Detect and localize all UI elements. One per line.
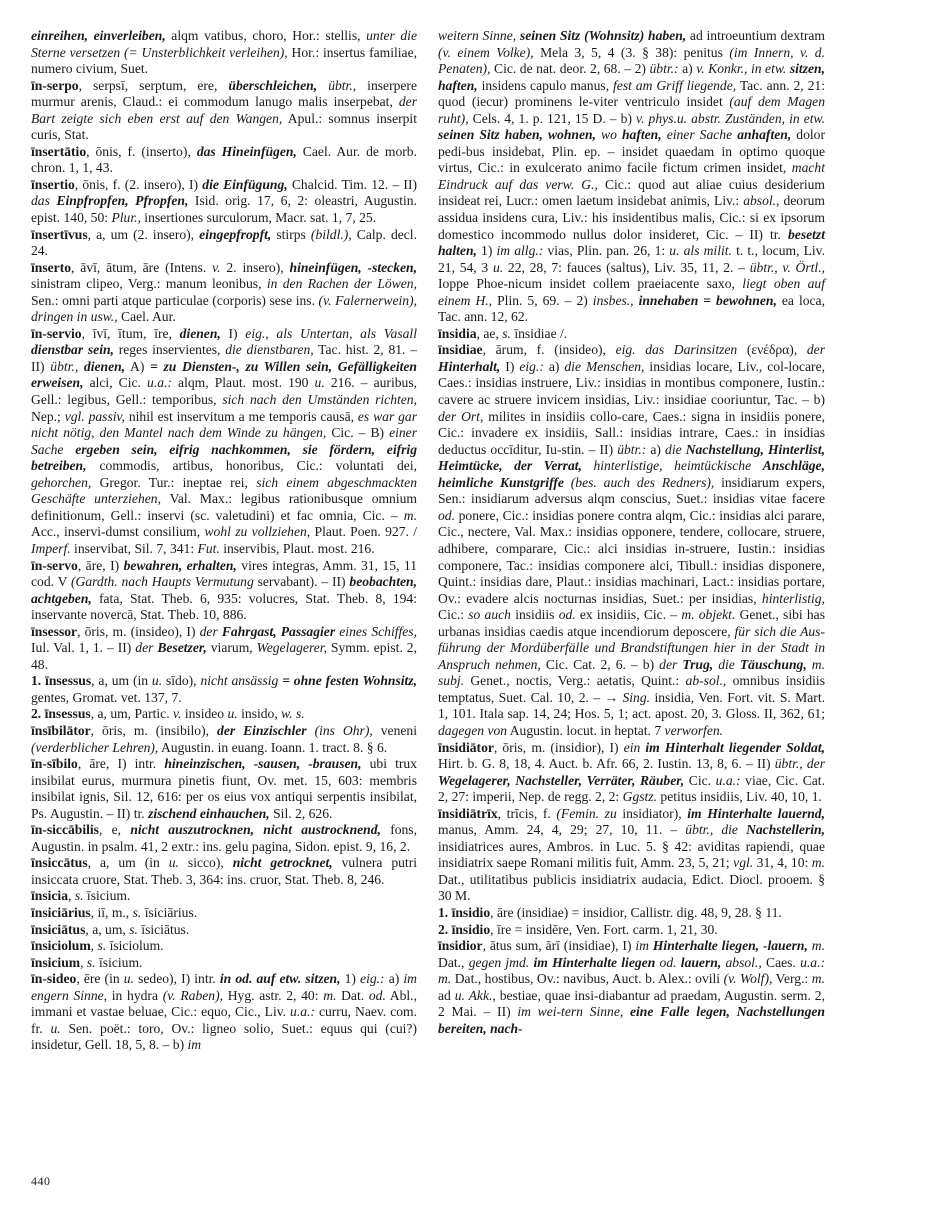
dictionary-entry: īn-servio, īvī, ītum, īre, dienen, I) eig., als Untertan, als Vasall dienstbar sein, reges inservientes, die dienstbaren, Tac. hist. 2, 81. – II) übtr., dienen, A) = zu Diensten-, zu Willen sein, Gefälligkeiten erweisen, alci, Cic. u.a.: alqm, Plaut. most. 190 u. 216. – auribus, Gell.: legibus, Gell.: temporibus, sich nach den Umständen richten, Nep.; vgl. passiv, nihil est inservitum a me temporis causā, es war gar nicht nötig, den Mantel nach dem Winde zu hängen, Cic. – B) einer Sache ergeben sein, eifrig nachkommen, sie fördern, eifrig betreiben, commodis, artibus, honoribus, Cic.: voluntati dei, gehorchen, Gregor. Tur.: ineptae rei, sich einem abgeschmackten Geschäfte unterziehen, Val. Max.: legibus rationibusque omnium definitionum, Gell.: inservi (sc. valetudini) et fac omnia, Cic. – m. Acc., inservi-dumst consilium, wohl zu vollziehen, Plaut. Poen. 927. / Imperf. inservibat, Sil. 7, 341: Fut. inservibis, Plaut. most. 216. [31,325,418,556]
dictionary-entry: īnsībilātor, ōris, m. (insibilo), der Einzischler (ins Ohr), veneni (verderblicher Lehren), Augustin. in euang. Ioann. 1. tract. 8. § 6. [31,722,417,755]
page-number: 440 [31,1174,51,1188]
dictionary-entry: weitern Sinne, seinen Sitz (Wohnsitz) haben, ad introeuntium dextram (v. einem Volke), Mela 3, 5, 4 (3. § 38): penitus (im Innern, v. d. Penaten), Cic. de nat. deor. 2, 68. – 2) übtr.: a) v. Konkr., in etw. sitzen, haften, insidens capulo manus, fest am Griff liegende, Tac. ann. 2, 21: quod (iecur) prominens le-viter ventriculo insidet (auf dem Magen ruht), Cels. 4, 1. p. 121, 15 D. – b) v. phys.u. abstr. Zuständen, in etw. seinen Sitz haben, wohnen, wo haften, einer Sache anhaften, dolor pedi-bus insidebat, Plin. ep. – insidet quaedam in optimo quoque virtus, Cic.: in exulcerato animo facile fictum crimen insidet, macht Eindruck auf das verw. G., Cic.: quod aut aliae cuius desiderium insideat rei, Lucr.: omen laetum insidebat animis, Liv.: absol., deorum assidua insidens cura, Liv.: his insidentibus malis, Cic.: si ex ipsorum domestico incommodo nullus dolor insideret, Cic. – II) tr. besetzt halten, 1) im allg.: vias, Plin. pan. 26, 1: u. als milit. t. t., locum, Liv. 21, 54, 3 u. 22, 28, 7: fauces (saltus), Liv. 35, 11, 2. – übtr., v. Örtl., Ioppe Phoe-nicum insidet collem praeiacente saxo, liegt oben auf einem H., Plin. 5, 69. – 2) insbes., innehaben = bewohnen, ea loca, Tac. ann. 12, 62. [438,28,826,325]
dictionary-entry: 1. īnsidio, āre (insidiae) = insidior, Callistr. dig. 48, 9, 28. § 11. [438,904,782,920]
dictionary-entry: 2. īnsidio, īre = insidēre, Ven. Fort. carm. 1, 21, 30. [438,921,718,937]
dictionary-entry: īn-sideo, ēre (in u. sedeo), I) intr. in od. auf etw. sitzen, 1) eig.: a) im engern Sinne, in hydra (v. Raben), Hyg. astr. 2, 40: m. Dat. od. Abl., immani et vastae beluae, Cic.: equo, Cic., Liv. u.a.: curru, Naev. com. fr. u. Sen. poët.: toro, Ov.: ligneo solio, Suet.: equus qui (cui?) insidetur, Gell. 18, 5, 8. – b) im [31,971,417,1053]
dictionary-entry: īnsiciātus, a, um, s. īsiciātus. [31,921,190,937]
dictionary-entry: īnsicia, s. īsicium. [31,888,131,904]
dictionary-entry: īnsertio, ōnis, f. (2. insero), I) die Einfügung, Chalcid. Tim. 12. – II) das Einpfropfen, Pfropfen, Isid. orig. 17, 6, 2: oleastri, Augustin. epist. 140, 50: Plur., insertiones surculorum, Macr. sat. 1, 7, 25. [31,176,418,226]
dictionary-entry: īnsidia, ae, s. īnsidiae /. [438,325,568,341]
dictionary-entry: 1. īnsessus, a, um (in u. sīdo), nicht ansässig = ohne festen Wohnsitz, gentes, Gromat. vet. 137, 7. [31,673,417,705]
left-column [31,28,417,1054]
dictionary-entry: īn-servo, āre, I) bewahren, erhalten, vires integras, Amm. 31, 15, 11 cod. V (Gardth. nach Haupts Vermutung servabant). – II) beobachten, achtgeben, fata, Stat. Theb. 6, 935: volucres, Stat. Theb. 8, 194: inservante novercā, Stat. Theb. 10, 886. [31,557,418,623]
dictionary-entry: īn-serpo, serpsī, serptum, ere, überschleichen, übtr., inserpere murmur arenis, Claud.: ei commodum lanugo malis inserpebat, der Bart zeigte sich eben erst auf den Wangen, Apul.: somnus inserpit curis, Stat. [31,77,417,143]
dictionary-entry: īnsiciārius, iī, m., s. īsiciārius. [31,904,198,920]
dictionary-entry: īnsidior, ātus sum, ārī (insidiae), I) im Hinterhalte liegen, -lauern, m. Dat., gegen jmd. im Hinterhalte liegen od. lauern, absol., Caes. u.a.: m. Dat., hostibus, Ov.: navibus, Auct. b. Alex.: ovili (v. Wolf), Verg.: m. ad u. Akk., bestiae, quae insi-diabantur ad praedam, Augustin. serm. 2, 2 Mai. – II) im wei-tern Sinne, eine Falle legen, Nachstellungen bereiten, nach- [438,938,826,1036]
dictionary-entry: īnserto, āvī, ātum, āre (Intens. v. 2. insero), hineinfügen, -stecken, sinistram clipeo, Verg.: manum leonibus, in den Rachen der Löwen, Sen.: omni parti atque particulae (corporis) sese ins. (v. Falernerwein), dringen in usw., Cael. Aur. [31,259,417,325]
dictionary-entry: īnsiccātus, a, um (in u. sicco), nicht getrocknet, vulnera putri insiccata cruore, Stat. Theb. 3, 364: ins. cruor, Stat. Theb. 8, 246. [31,855,418,887]
dictionary-entry: īnsidiātrīx, trīcis, f. (Femin. zu insidiator), im Hinterhalte lauernd, manus, Amm. 24, 4, 29; 27, 10, 11. – übtr., die Nachstellerin, insidiatrices aures, Ambros. in Luc. 5. § 42: aviditas rapiendi, quae insidiatrix saepe Romani militis fuit, Amm. 23, 5, 21; vgl. 31, 4, 10: m. Dat., utilitatibus publicis insidiatrix audacia, Edict. Diocl. prooem. § 30 M. [438,805,825,904]
right-column [438,28,825,1037]
dictionary-entry: īnsessor, ōris, m. (insideo), I) der Fahrgast, Passagier eines Schiffes, Iul. Val. 1, 1. – II) der Besetzer, viarum, Wegelagerer, Symm. epist. 2, 48. [31,623,417,672]
dictionary-entry: īnsidiātor, ōris, m. (insidior), I) ein im Hinterhalt liegender Soldat, Hirt. b. G. 8, 18, 4. Auct. b. Afr. 66, 2. Iustin. 13, 8, 6. – II) übtr., der Wegelagerer, Nachsteller, Verräter, Räuber, Cic. u.a.: viae, Cic. Cat. 2, 27: imperii, Nep. de regg. 2, 2: Ggstz. petitus insidiis, Liv. 40, 10, 1. [438,739,826,805]
dictionary-entry: īnsiciolum, s. īsiciolum. [31,938,164,954]
dictionary-entry: īnsertātio, ōnis, f. (inserto), das Hineinfügen, Cael. Aur. de morb. chron. 1, 1, 43. [31,143,417,176]
dictionary-entry: īn-sībilo, āre, I) intr. hineinzischen, -sausen, -brausen, ubi trux insibilat eurus, murmura pinetis fiunt, Ov. met. 15, 603: membris insibilat ignis, Sil. 12, 616: per os eius vox antiqui serpentis insibilat, Ps. Augustin. – II) tr. zischend einhauchen, Sil. 2, 626. [31,756,417,821]
dictionary-entry: īn-siccābilis, e, nicht auszutrocknen, nicht austrocknend, fons, Augustin. in psalm. 41, 2 extr.: ins. gelu pagina, Sidon. epist. 9, 16, 2. [31,822,417,854]
dictionary-entry: einreihen, einverleiben, alqm vatibus, choro, Hor.: stellis, unter die Sterne versetzen (= Unsterblichkeit verleihen), Hor.: insertus familiae, numero civium, Suet. [31,28,417,77]
dictionary-entry: 2. īnsessus, a, um, Partic. v. insideo u. insido, w. s. [31,706,305,722]
dictionary-entry: īnsidiae, ārum, f. (insideo), eig. das Darinsitzen (ενέδρα), der Hinterhalt, I) eig.: a) die Menschen, insidias locare, Liv., col-locare, Caes.: insidias instruere, Liv.: insidias in montibus componere, Iustin.: cavere ac struere invicem insidias, Liv.: insidiae cooriuntur, Tac. – b) der Ort, milites in insidiis collo-care, Caes.: signa in insidiis ponere, Cic.: invadere ex insidiis, Sall.: insidias intrare, Caes.: in insidias deductus occīditur, Iu-stin. – II) übtr.: a) die Nachstellung, Hinterlist, Heimtücke, der Verrat, hinterlistige, heimtückische Anschläge, heimliche Kunstgriffe (bes. auch des Redners), insidiarum expers, Sen.: insidiarum adversus alqm conscius, Suet.: insidias vitae facere od. ponere, Cic.: insidias ponere contra alqm, Cic.: insidias alci parare, Cic., nectere, Val. Max.: insidias opponere, tendere, collocare, struere, adhibere, comparare, Cic.: alci insidias in-struere, Iustin.: insidias componere, Tac.: insidias componere alci, Tibull.: insidias disponere, Quint.: insidias dare, Plaut.: insidias machinari, Lact.: insidias portare, Ov.: evadere alcis nocturnas insidias, Suet.: per insidias, hinterlistig, Cic.: so auch insidiis od. ex insidiis, Cic. – m. objekt. Genet., sibi has urbanas insidias caedis atque incendiorum deposcere, für sich die Aus-führung der Mordüberfälle und Brandstiftungen hier in der Stadt in Anspruch nehmen, Cic. Cat. 2, 6. – b) der Trug, die Täuschung, m. subj. Genet., noctis, Verg.: aetatis, Quint.: ab-sol., omnibus insidiis temptatus, Suet. Cal. 10, 2. – → Sing. insidia, Ven. Fort. vit. S. Mart. 1, 101. Itala sap. 14, 24; Hos. 5, 1; act. apost. 20, 3. Gloss. II, 362, 61; dagegen von Augustin. locut. in heptat. 7 verworfen. [438,342,826,738]
dictionary-entry: īnsertīvus, a, um (2. insero), eingepfropft, stirps (bildl.), Calp. decl. 24. [31,226,417,259]
dictionary-entry: īnsicium, s. īsicium. [31,954,143,970]
